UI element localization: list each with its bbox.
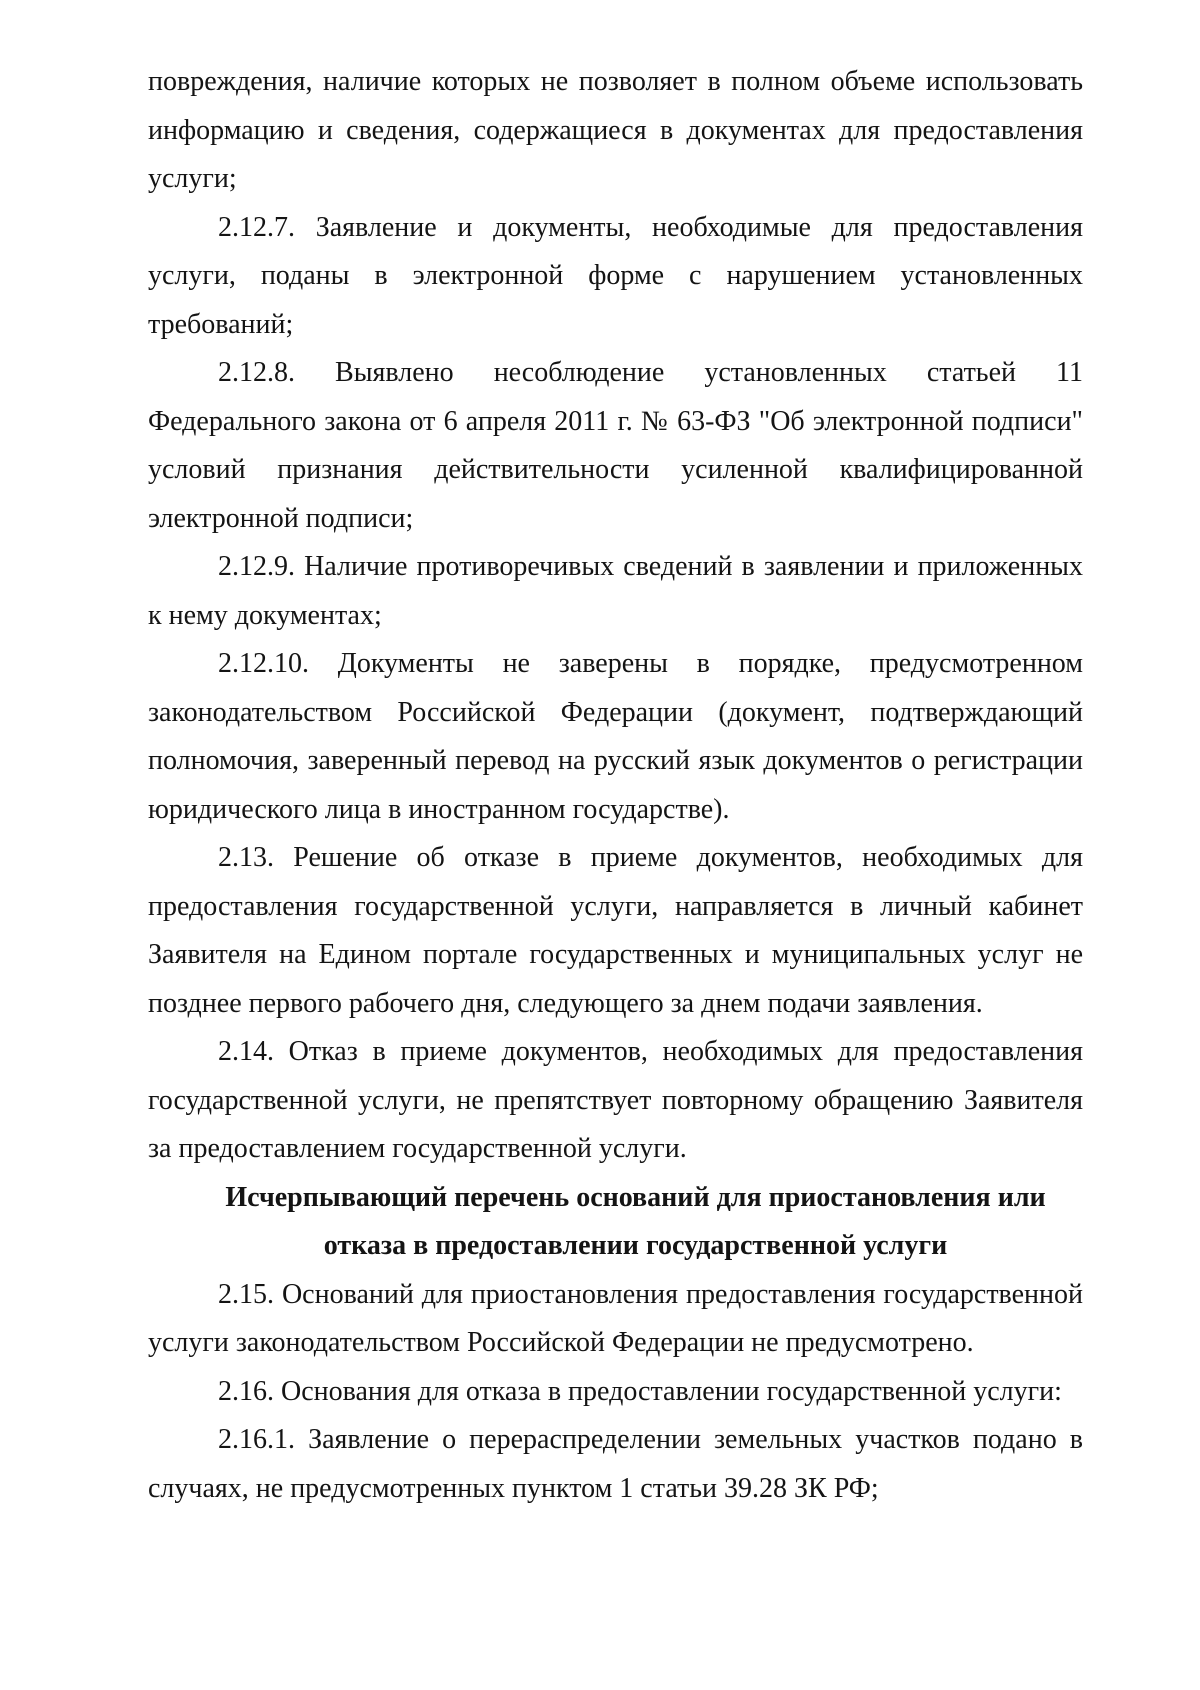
- paragraph-2-16: 2.16. Основания для отказа в предоставлении государственной услуги:: [218, 1375, 1062, 1407]
- section-heading-line-2: отказа в предоставлении государственной услуги: [323, 1230, 948, 1261]
- paragraph-2-12-8: 2.12.8. Выявлено несоблюдение установленных статьей 11 Федерального закона от 6 апреля 2011 г. № 63-ФЗ "Об электронной подписи" условий признания действительности усиленной квалифицированной электронной подписи;: [148, 357, 1083, 534]
- section-heading: [148, 1174, 1083, 1271]
- paragraph-2-12-10: 2.12.10. Документы не заверены в порядке, предусмотренном законодательством Российской Федерации (документ, подтверждающий полномочия, заверенный перевод на русский язык документов о регистрации юридического лица в иностранном государстве).: [148, 648, 1083, 825]
- section-heading-line-1: Исчерпывающий перечень оснований для приостановления или: [225, 1181, 1046, 1213]
- document-page: [148, 58, 1083, 1513]
- paragraph-2-16-1: 2.16.1. Заявление о перераспределении земельных участков подано в случаях, не предусмотренных пунктом 1 статьи 39.28 ЗК РФ;: [148, 1424, 1083, 1504]
- paragraph-2-12-7: 2.12.7. Заявление и документы, необходимые для предоставления услуги, поданы в электронной форме с нарушением установленных требований;: [148, 211, 1083, 340]
- paragraph-2-14: 2.14. Отказ в приеме документов, необходимых для предоставления государственной услуги, не препятствует повторному обращению Заявителя за предоставлением государственной услуги.: [148, 1036, 1083, 1164]
- paragraph-2-13: 2.13. Решение об отказе в приеме документов, необходимых для предоставления государственной услуги, направляется в личный кабинет Заявителя на Едином портале государственных и муниципальных услуг не позднее первого рабочего дня, следующего за днем подачи заявления.: [148, 842, 1083, 1019]
- paragraph-2-15: 2.15. Оснований для приостановления предоставления государственной услуги законодательством Российской Федерации не предусмотрено.: [148, 1278, 1083, 1358]
- paragraph-2-12-9: 2.12.9. Наличие противоречивых сведений в заявлении и приложенных к нему документах;: [148, 551, 1083, 631]
- paragraph-continuation: повреждения, наличие которых не позволяет в полном объеме использовать информацию и сведения, содержащиеся в документах для предоставления услуги;: [148, 66, 1083, 194]
